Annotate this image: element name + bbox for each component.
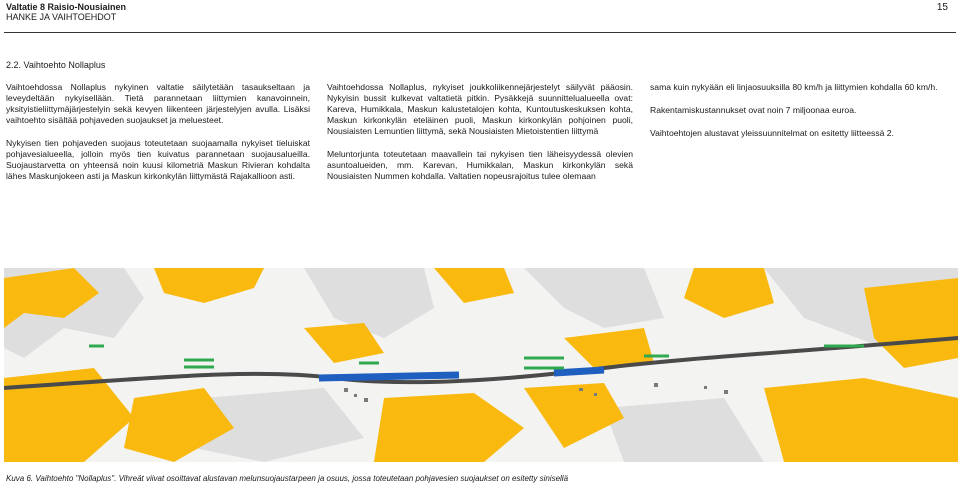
section-title: 2.2. Vaihtoehto Nollaplus: [6, 60, 106, 70]
text-column-2: [327, 82, 633, 194]
paragraph: Vaihtoehdossa Nollaplus, nykyiset joukkoliikennejärjestelyt säilyvät pääosin. Nykyisin bussit kulkevat valtatietä pitkin. Pysäkkejä suunnittelualueella ovat: Kareva, Humikkala, Maskun kalustetalojen kohta, Kuntoutuskeskuksen kohta, Maskun kirkonkylän eteläinen puoli, Maskun kirkonkylän pohjoinen puoli, Nousiaisten Lemuntien liittymä, sekä Nousiaisten Mietoistentien liittymä: [327, 82, 633, 136]
paragraph: sama kuin nykyään eli linjaosuuksilla 80 km/h ja liittymien kohdalla 60 km/h.: [650, 82, 938, 92]
map-road: [4, 338, 958, 388]
text-column-1: [6, 82, 310, 194]
paragraph: Vaihtoehdossa Nollaplus nykyinen valtatie säilytetään tasaukseltaan ja leveydeltään nykyisellään. Tietä parannetaan liittymien kanavoinnein, yksityistieliittymäjärjestelyin sekä kevyen liikenteen järjestelyjen avulla. Lisäksi vaihtoehto sisältää pohjaveden suojaukset ja meluesteet.: [6, 82, 310, 125]
protection-segment: [554, 370, 604, 373]
paragraph: Rakentamiskustannukset ovat noin 7 miljoonaa euroa.: [650, 105, 857, 115]
map-graphic: [4, 268, 958, 462]
protection-segment: [319, 375, 459, 378]
figure-caption: Kuva 6. Vaihtoehto "Nollaplus". Vihreät viivat osoittavat alustavan melunsuojaustarpeen ja osuus, jossa toteutetaan pohjavesien suojaukset on esitetty sinisellä: [6, 474, 569, 483]
paragraph: Vaihtoehtojen alustavat yleissuunnitelmat on esitetty liitteessä 2.: [650, 128, 894, 138]
page-number: 15: [936, 2, 948, 13]
document-title: Valtatie 8 Raisio-Nousiainen: [6, 2, 127, 12]
paragraph: Meluntorjunta toteutetaan maavallein tai nykyisen tien läheisyydessä olevien asuntoalueiden, mm. Karevan, Humikkalan, Maskun kirkonkylän sekä Nousiaisten Nummen kohdalla. Valtatien nopeusrajoitus tulee olemaan: [327, 149, 633, 181]
document-subtitle: HANKE JA VAIHTOEHDOT: [6, 12, 117, 22]
noise-barrier: [89, 346, 864, 368]
text-column-3: [650, 82, 956, 151]
paragraph: Nykyisen tien pohjaveden suojaus toteutetaan suojaamalla nykyiset tieluiskat pohjavesialueella, jolloin myös tien kuivatus parannetaan suojausalueilla. Suojaustarvetta on yhteensä noin kuusi kilometriä Maskun Rivieran kohdalta lähes Maskunjokeen asti ja Maskun kirkonkylän liittymästä Rajakallioon asti.: [6, 138, 310, 181]
header-divider: [4, 32, 956, 33]
route-map: [4, 268, 958, 462]
page-header: [6, 2, 126, 22]
